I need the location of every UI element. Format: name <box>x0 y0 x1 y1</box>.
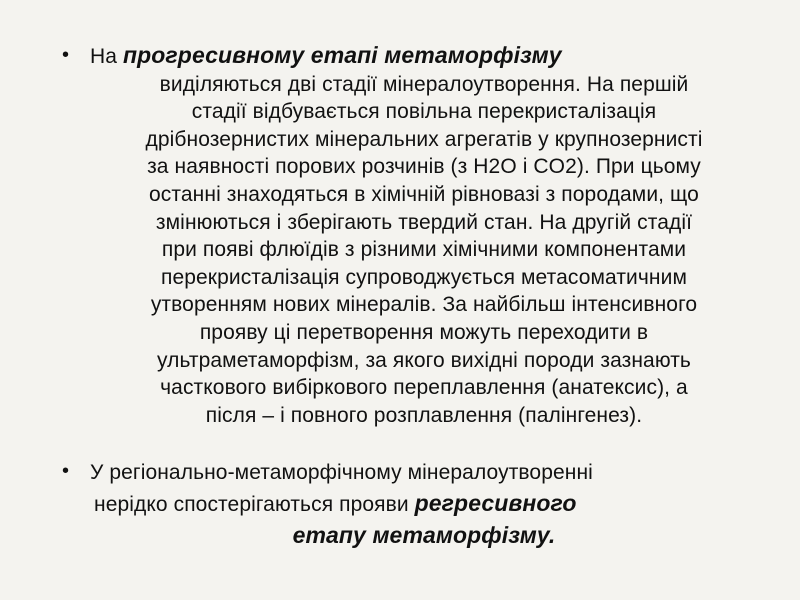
text-prefix: нерідко спостерігаються прояви <box>94 493 415 516</box>
paragraph-line: за наявності порових розчинів (з H2O і CO2). При цьому <box>147 155 701 179</box>
paragraph-line: дрібнозернистих мінеральних агрегатів у крупнозернисті <box>145 127 703 151</box>
bullet-regressive-stage <box>62 458 762 550</box>
paragraph-line: при появі флюїдів з різними хімічними компонентами <box>161 238 687 262</box>
paragraph-line: утворенням нових мінералів. За найбільш інтенсивного <box>150 293 698 317</box>
paragraph-regressive <box>90 458 758 550</box>
paragraph-line <box>90 488 758 520</box>
emphasis-progressive-stage: прогресивному етапі метаморфізму <box>122 42 562 68</box>
paragraph-line: виділяються дві стадії мінералоутворення. На першій <box>159 72 689 96</box>
emphasis-regressive: регресивного <box>414 490 577 516</box>
paragraph-line: після – і повного розплавлення (палінгенез). <box>205 403 643 427</box>
text-prefix: На <box>90 45 123 68</box>
paragraph-line: змінюються і зберігають твердий стан. На другій стадії <box>155 210 693 234</box>
paragraph-line: перекристалізація супроводжується метасоматичним <box>161 265 687 289</box>
bullet-icon: • <box>62 44 70 66</box>
bullet-progressive-stage <box>62 42 762 429</box>
paragraph-line: часткового вибіркового переплавлення (анатексис), а <box>160 376 688 400</box>
emphasis-metamorphism-stage: етапу метаморфізму. <box>292 522 556 548</box>
paragraph-line <box>90 42 758 71</box>
paragraph-progressive <box>90 42 758 429</box>
bullet-icon: • <box>62 460 70 482</box>
paragraph-line: У регіонально-метаморфічному мінералоутворенні <box>90 461 593 484</box>
paragraph-line: останні знаходяться в хімічній рівновазі з породами, що <box>149 182 699 206</box>
paragraph-line: стадії відбувається повільна перекристалізація <box>191 100 657 124</box>
paragraph-line: ультраметаморфізм, за якого вихідні породи зазнають <box>157 348 691 372</box>
paragraph-line: прояву ці перетворення можуть переходити в <box>199 320 649 344</box>
